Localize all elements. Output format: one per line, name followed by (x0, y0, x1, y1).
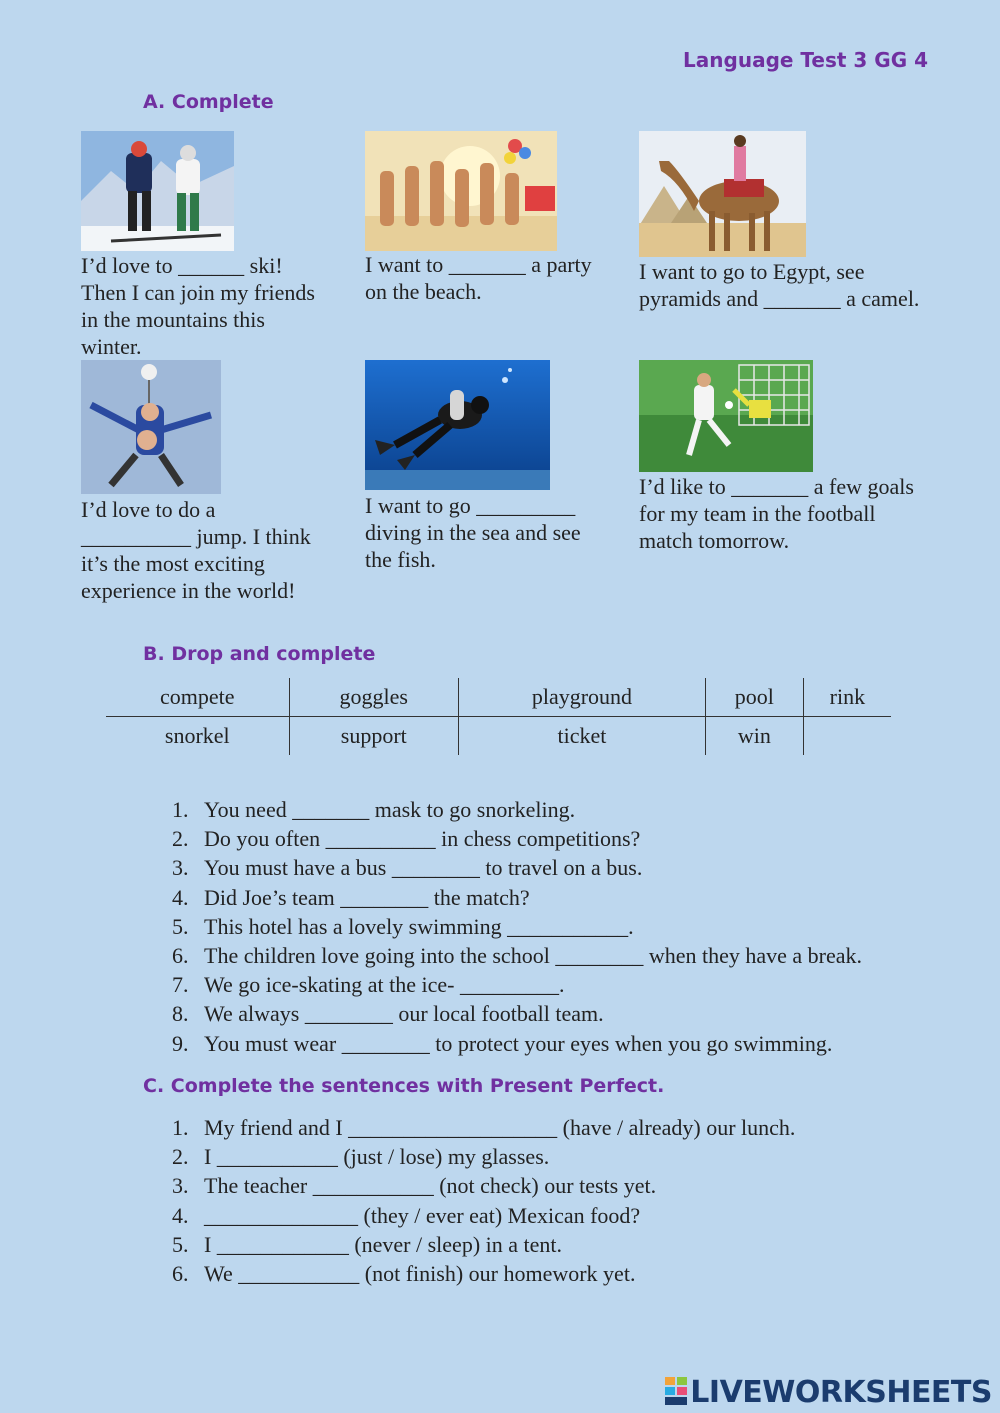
word-bank-cell[interactable]: snorkel (106, 717, 289, 756)
caption-line: in the mountains this (81, 307, 265, 332)
question-item: 3. The teacher ___________ (not check) our tests yet. (172, 1173, 657, 1199)
word-bank-row (106, 678, 891, 717)
section-c-questions (172, 1113, 795, 1288)
word-bank-cell[interactable]: pool (705, 678, 803, 717)
word-bank-cell (803, 717, 891, 756)
beach-party-photo (365, 131, 557, 251)
word-bank-cell[interactable]: win (705, 717, 803, 756)
caption-line: pyramids and _______ a camel. (639, 286, 920, 311)
question-item: 1. My friend and I ___________________ (have / already) our lunch. (172, 1115, 796, 1140)
question-text[interactable]: The teacher ___________ (not check) our tests yet. (204, 1173, 657, 1199)
caption-line: match tomorrow. (639, 528, 790, 553)
skiers-photo (81, 131, 234, 251)
caption-line: the fish. (365, 547, 436, 572)
camel-photo (639, 131, 806, 257)
question-item: 6. The children love going into the school ________ when they have a break. (172, 942, 862, 968)
question-text[interactable]: This hotel has a lovely swimming ___________. (204, 913, 634, 939)
section-b-heading: B. Drop and complete (143, 643, 376, 665)
worksheet-title: Language Test 3 GG 4 (683, 48, 928, 72)
question-item: 2. Do you often __________ in chess competitions? (172, 826, 641, 852)
word-bank-cell[interactable]: ticket (458, 717, 705, 756)
caption-line: I want to go _________ (365, 493, 576, 518)
question-text[interactable]: My friend and I ___________________ (have / already) our lunch. (204, 1115, 796, 1140)
caption-line: I want to go to Egypt, see (639, 259, 865, 284)
caption-5 (365, 492, 581, 573)
question-item: 2. I ___________ (just / lose) my glasses. (172, 1144, 550, 1170)
caption-3 (639, 258, 919, 312)
skydiving-photo (81, 360, 221, 494)
question-text[interactable]: We go ice-skating at the ice- _________. (204, 972, 565, 998)
question-item: 5. This hotel has a lovely swimming ___________. (172, 913, 634, 939)
question-item: 5. I ____________ (never / sleep) in a tent. (172, 1231, 563, 1257)
word-bank-cell[interactable]: compete (106, 678, 289, 717)
caption-line: I’d love to ______ ski! (81, 253, 283, 278)
section-c-heading: C. Complete the sentences with Present Perfect. (143, 1075, 665, 1097)
word-bank-cell[interactable]: playground (458, 678, 705, 717)
word-bank-row (106, 717, 891, 756)
question-item: 4. ______________ (they / ever eat) Mexican food? (172, 1202, 641, 1228)
caption-line: experience in the world! (81, 578, 296, 603)
word-bank-table (106, 678, 891, 755)
question-item: 6. We ___________ (not finish) our homework yet. (172, 1260, 636, 1286)
liveworksheets-brand: LIVEWORKSHEETS (690, 1375, 992, 1410)
caption-line: I’d love to do a (81, 497, 216, 522)
question-text[interactable]: Do you often __________ in chess competitions? (204, 826, 641, 852)
caption-line: __________ jump. I think (81, 524, 311, 549)
word-bank-cell[interactable]: rink (803, 678, 891, 717)
liveworksheets-logo (665, 1375, 992, 1410)
question-item: 4. Did Joe’s team ________ the match? (172, 884, 530, 910)
question-item: 8. We always ________ our local football team. (172, 1001, 604, 1027)
caption-line: it’s the most exciting (81, 551, 265, 576)
question-text[interactable]: You need _______ mask to go snorkeling. (204, 797, 576, 822)
question-text[interactable]: We always ________ our local football team. (204, 1001, 604, 1027)
football-photo (639, 360, 813, 472)
question-text[interactable]: The children love going into the school ________ when they have a break. (204, 942, 862, 968)
liveworksheets-icon (665, 1377, 687, 1405)
question-text[interactable]: Did Joe’s team ________ the match? (204, 884, 530, 910)
diver-photo (365, 360, 550, 490)
question-text[interactable]: You must have a bus ________ to travel on a bus. (204, 855, 643, 881)
caption-2 (365, 251, 592, 305)
caption-line: on the beach. (365, 279, 482, 304)
caption-line: Then I can join my friends (81, 280, 315, 305)
word-bank-cell[interactable]: support (289, 717, 458, 756)
caption-line: I want to _______ a party (365, 252, 592, 277)
section-b-questions (172, 795, 862, 1058)
question-text[interactable]: We ___________ (not finish) our homework yet. (204, 1260, 636, 1286)
caption-6 (639, 473, 914, 554)
caption-line: diving in the sea and see (365, 520, 581, 545)
question-item: 1. You need _______ mask to go snorkeling. (172, 797, 576, 822)
question-text[interactable]: I ___________ (just / lose) my glasses. (204, 1144, 550, 1170)
section-a-heading: A. Complete (143, 91, 274, 113)
caption-1 (81, 252, 315, 360)
word-bank-cell[interactable]: goggles (289, 678, 458, 717)
caption-line: for my team in the football (639, 501, 876, 526)
question-text[interactable]: I ____________ (never / sleep) in a tent. (204, 1231, 563, 1257)
question-item: 3. You must have a bus ________ to travel on a bus. (172, 855, 643, 881)
question-item: 7. We go ice-skating at the ice- _________. (172, 972, 565, 998)
question-text[interactable]: ______________ (they / ever eat) Mexican food? (204, 1202, 641, 1228)
caption-4 (81, 496, 311, 604)
question-item: 9. You must wear ________ to protect your eyes when you go swimming. (172, 1030, 833, 1056)
question-text[interactable]: You must wear ________ to protect your eyes when you go swimming. (204, 1030, 833, 1056)
caption-line: I’d like to _______ a few goals (639, 474, 914, 499)
caption-line: winter. (81, 334, 142, 359)
